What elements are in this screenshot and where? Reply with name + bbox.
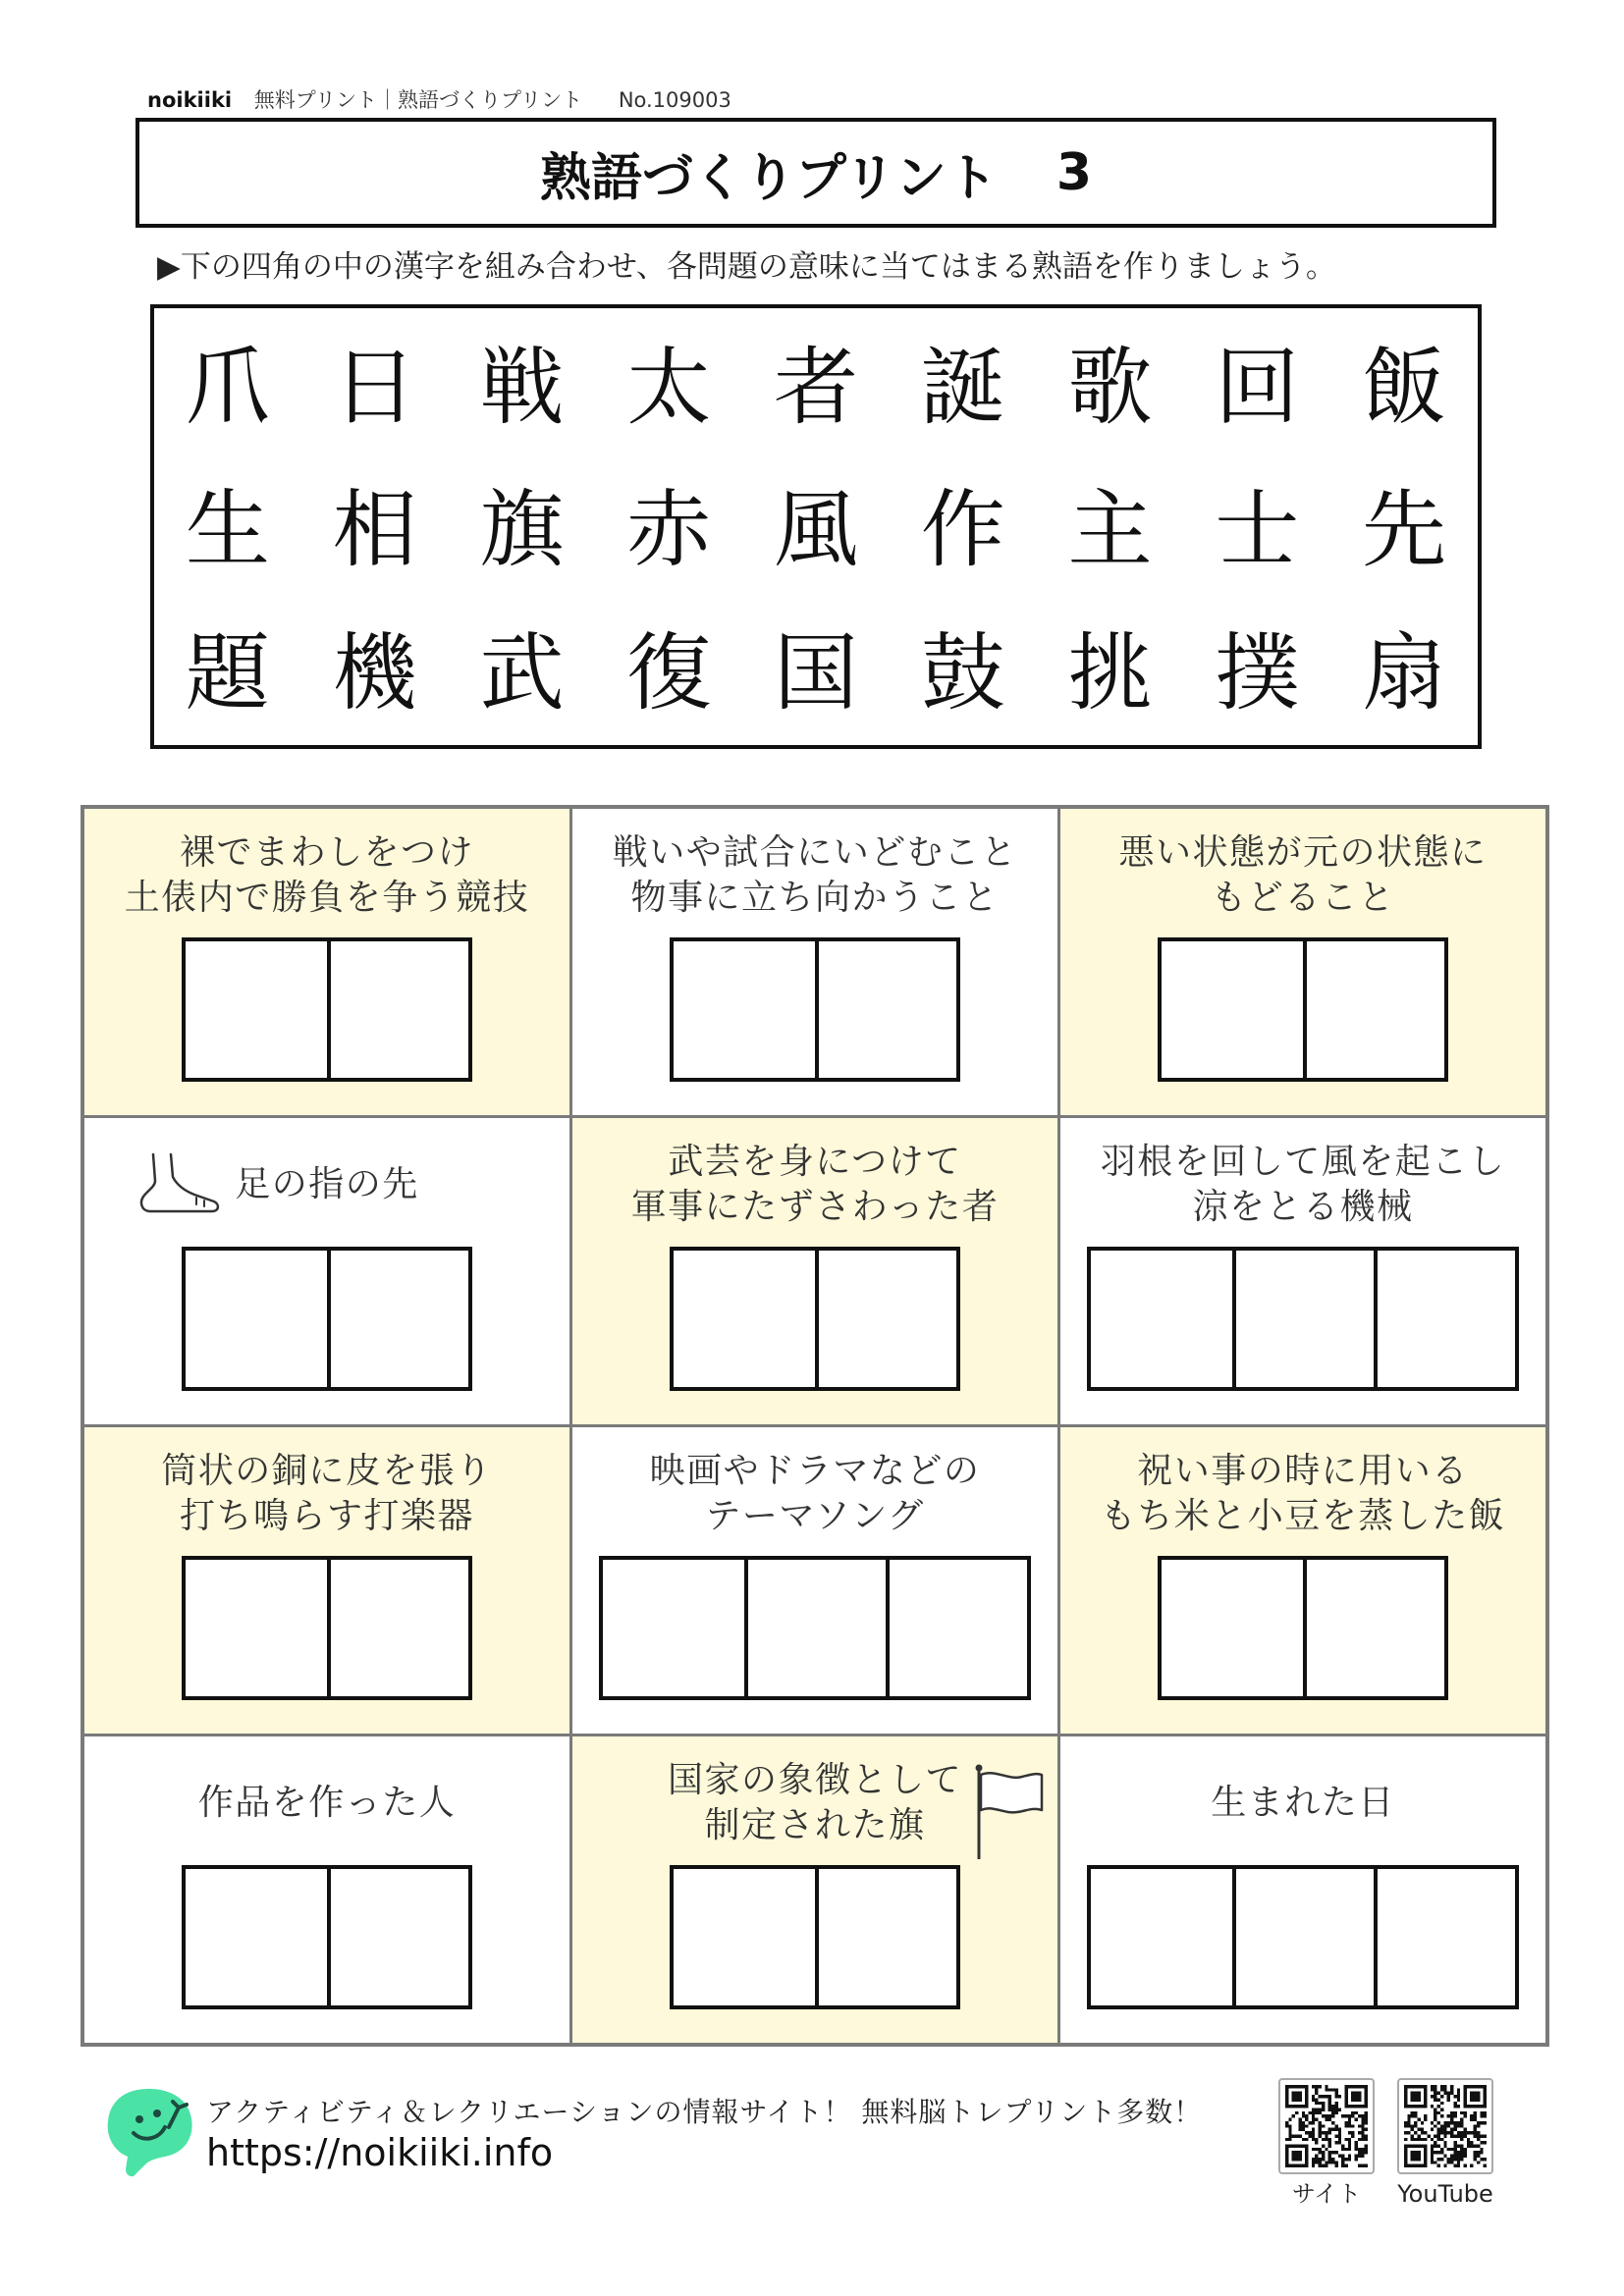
question-cell-3 (1060, 809, 1545, 1115)
question-text (572, 1138, 1057, 1232)
kanji-tile: 撲 (1215, 624, 1300, 723)
answer-boxes (670, 1247, 960, 1391)
question-grid (81, 805, 1549, 2047)
answer-boxes (1158, 937, 1448, 1082)
kanji-tile: 風 (773, 481, 858, 580)
answer-boxes (182, 937, 472, 1082)
question-line: もどること (1211, 878, 1395, 918)
question-line: もち米と小豆を蒸した飯 (1100, 1496, 1506, 1536)
question-line: 軍事にたずさわった者 (630, 1187, 1000, 1227)
question-cell-5 (572, 1118, 1057, 1424)
question-text (1060, 1447, 1545, 1541)
kanji-tile: 生 (185, 481, 270, 580)
answer-box (1232, 1251, 1374, 1387)
answer-box (186, 941, 327, 1078)
answer-box (186, 1251, 327, 1387)
answer-box (1374, 1869, 1515, 2005)
qr-code-modules (1285, 2085, 1368, 2167)
site-url-link[interactable]: https://noikiiki.info (206, 2131, 554, 2174)
youtube-qr-label: YouTube (1397, 2180, 1493, 2208)
question-text (84, 1756, 569, 1850)
title-box (135, 118, 1496, 228)
question-line: 制定された旗 (704, 1805, 926, 1845)
kanji-tile: 国 (773, 624, 858, 723)
question-line: 武芸を身につけて (668, 1142, 962, 1182)
kanji-tile: 復 (626, 624, 712, 723)
answer-box (327, 1560, 468, 1696)
answer-box (815, 941, 956, 1078)
foot-icon (135, 1151, 221, 1214)
question-line: 生まれた日 (1211, 1783, 1395, 1823)
answer-boxes (599, 1556, 1031, 1700)
answer-box (186, 1560, 327, 1696)
kanji-tile: 者 (773, 338, 858, 437)
page-title: 熟語づくりプリント (539, 148, 998, 208)
print-category: 無料プリント｜熟語づくりプリント (253, 88, 583, 112)
answer-boxes (670, 937, 960, 1082)
answer-box (674, 1251, 815, 1387)
site-qr-label: サイト (1291, 2180, 1362, 2208)
kanji-tile: 挑 (1067, 624, 1153, 723)
flag-icon (971, 1763, 1048, 1861)
question-line: 涼をとる機械 (1192, 1187, 1414, 1227)
kanji-tile: 先 (1362, 481, 1447, 580)
question-text (1060, 1138, 1545, 1232)
brand-name: noikiiki (147, 88, 233, 112)
answer-box (815, 1251, 956, 1387)
kanji-tile: 歌 (1067, 338, 1153, 437)
kanji-tile: 機 (332, 624, 417, 723)
kanji-tile: 作 (920, 481, 1005, 580)
answer-box (1162, 1560, 1303, 1696)
answer-box (327, 1251, 468, 1387)
question-text (1060, 1756, 1545, 1850)
kanji-tile: 日 (332, 338, 417, 437)
question-text (84, 828, 569, 923)
question-line: 羽根を回して風を起こし (1100, 1142, 1506, 1182)
question-line: 作品を作った人 (197, 1783, 457, 1823)
kanji-tile: 主 (1067, 481, 1153, 580)
answer-box (327, 941, 468, 1078)
kanji-tile: 飯 (1362, 338, 1447, 437)
kanji-tile: 回 (1215, 338, 1300, 437)
question-text (572, 1447, 1057, 1541)
page-header (147, 86, 731, 114)
question-line: 戦いや試合にいどむこと (612, 832, 1018, 873)
question-cell-8 (572, 1427, 1057, 1734)
question-line: 打ち鳴らす打楽器 (179, 1496, 474, 1536)
kanji-tile: 赤 (626, 481, 712, 580)
kanji-tile: 旗 (479, 481, 565, 580)
site-qr-code (1278, 2078, 1375, 2174)
answer-box (674, 941, 815, 1078)
question-cell-12 (1060, 1736, 1545, 2043)
question-line: 映画やドラマなどの (649, 1451, 981, 1491)
question-cell-2 (572, 809, 1057, 1115)
answer-box (1303, 941, 1444, 1078)
qr-code-modules (1404, 2085, 1487, 2167)
question-cell-9 (1060, 1427, 1545, 1734)
kanji-tile: 題 (185, 624, 270, 723)
answer-box (186, 1869, 327, 2005)
print-number: No.109003 (618, 88, 731, 112)
question-line: 土俵内で勝負を争う競技 (124, 878, 530, 918)
question-cell-6 (1060, 1118, 1545, 1424)
question-line: 悪い状態が元の状態に (1118, 832, 1488, 873)
answer-box (674, 1869, 815, 2005)
question-line: 国家の象徴として (667, 1760, 962, 1800)
question-line: テーマソング (705, 1496, 925, 1536)
question-cell-4 (84, 1118, 569, 1424)
answer-boxes (182, 1865, 472, 2009)
question-line: 物事に立ち向かうこと (630, 878, 1000, 918)
answer-boxes (182, 1556, 472, 1700)
kanji-tile: 太 (626, 338, 712, 437)
kanji-pool (150, 304, 1482, 749)
answer-box (1162, 941, 1303, 1078)
kanji-tile: 鼓 (920, 624, 1005, 723)
question-line: 筒状の銅に皮を張り (161, 1451, 493, 1491)
answer-box (1303, 1560, 1444, 1696)
answer-boxes (1087, 1865, 1519, 2009)
instruction-text: ▶下の四角の中の漢字を組み合わせ、各問題の意味に当てはまる熟語を作りましょう。 (157, 249, 1336, 285)
answer-box (744, 1560, 886, 1696)
kanji-tile: 戦 (479, 338, 565, 437)
kanji-tile: 扇 (1362, 624, 1447, 723)
kanji-tile: 爪 (185, 338, 270, 437)
footer-tagline: アクティビティ＆レクリエーションの情報サイト！ 無料脳トレプリント多数！ (206, 2096, 1203, 2128)
answer-box (1091, 1251, 1232, 1387)
question-text (1060, 828, 1545, 923)
title-number: 3 (1056, 143, 1093, 202)
answer-box (1374, 1251, 1515, 1387)
question-line: 足の指の先 (235, 1164, 419, 1204)
answer-box (1232, 1869, 1374, 2005)
question-cell-11 (572, 1736, 1057, 2043)
question-line: 裸でまわしをつけ (179, 832, 474, 873)
noikiiki-logo-icon (104, 2086, 194, 2178)
answer-boxes (182, 1247, 472, 1391)
answer-boxes (1158, 1556, 1448, 1700)
youtube-qr-code (1397, 2078, 1493, 2174)
question-cell-7 (84, 1427, 569, 1734)
question-text (84, 1447, 569, 1541)
question-cell-1 (84, 809, 569, 1115)
kanji-tile: 士 (1215, 481, 1300, 580)
answer-box (886, 1560, 1027, 1696)
kanji-tile: 武 (479, 624, 565, 723)
question-cell-10 (84, 1736, 569, 2043)
question-text (572, 828, 1057, 923)
question-line: 祝い事の時に用いる (1137, 1451, 1469, 1491)
answer-box (815, 1869, 956, 2005)
answer-box (327, 1869, 468, 2005)
answer-box (603, 1560, 744, 1696)
kanji-tile: 相 (332, 481, 417, 580)
answer-boxes (1087, 1247, 1519, 1391)
answer-boxes (670, 1865, 960, 2009)
answer-box (1091, 1869, 1232, 2005)
kanji-tile: 誕 (920, 338, 1005, 437)
